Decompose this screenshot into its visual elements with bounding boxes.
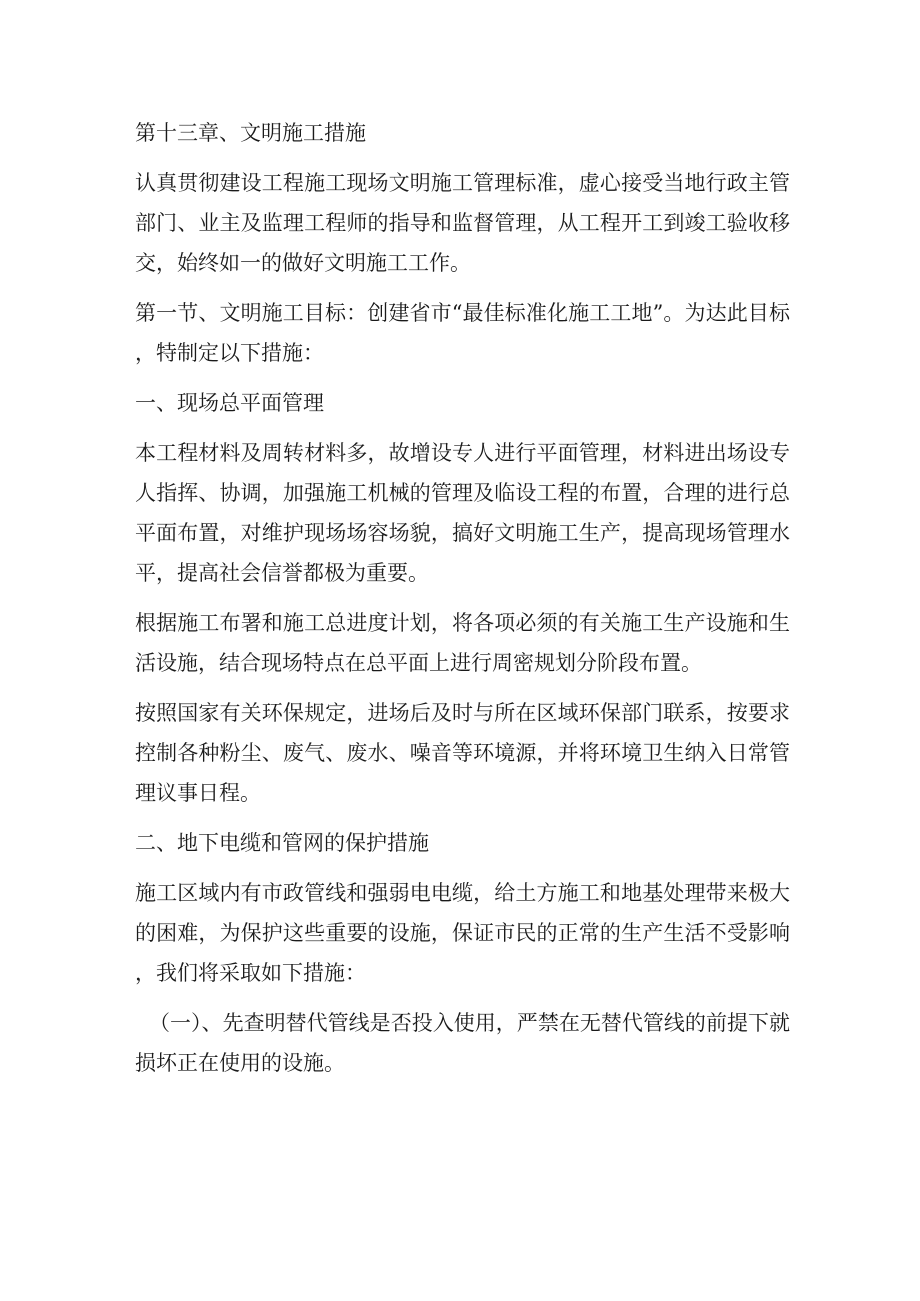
part-1-heading: 一、现场总平面管理 (135, 391, 324, 415)
part-1-paragraph-1: 本工程材料及周转材料多，故增设专人进行平面管理，材料进出场设专人指挥、协调，加强施工机械的管理及临设工程的布置，合理的进行总平面布置，对维护现场场容场貌，搞好文明施工生产，提高现场管理水平，提高社会信誉都极为重要。 (135, 441, 790, 585)
section-1-title: 第一节、文明施工目标：创建省市“最佳标准化施工工地”。为达此目标，特制定以下措施： (135, 301, 790, 365)
part-2-item-1: （一）、先查明替代管线是否投入使用，严禁在无替代管线的前提下就损坏正在使用的设施。 (135, 1011, 790, 1075)
intro-paragraph: 认真贯彻建设工程施工现场文明施工管理标准，虚心接受当地行政主管部门、业主及监理工程师的指导和监督管理，从工程开工到竣工验收移交，始终如一的做好文明施工工作。 (135, 171, 790, 275)
part-2-heading: 二、地下电缆和管网的保护措施 (135, 831, 429, 855)
part-1-paragraph-2: 根据施工布署和施工总进度计划，将各项必须的有关施工生产设施和生活设施，结合现场特点在总平面上进行周密规划分阶段布置。 (135, 611, 790, 675)
chapter-title: 第十三章、文明施工措施 (135, 121, 366, 145)
part-1-paragraph-3: 按照国家有关环保规定，进场后及时与所在区域环保部门联系，按要求控制各种粉尘、废气、废水、噪音等环境源，并将环境卫生纳入日常管理议事日程。 (135, 701, 790, 805)
part-2-paragraph-1: 施工区域内有市政管线和强弱电电缆，给土方施工和地基处理带来极大的困难，为保护这些重要的设施，保证市民的正常的生产生活不受影响，我们将采取如下措施： (135, 881, 790, 985)
document-body (135, 113, 790, 1093)
